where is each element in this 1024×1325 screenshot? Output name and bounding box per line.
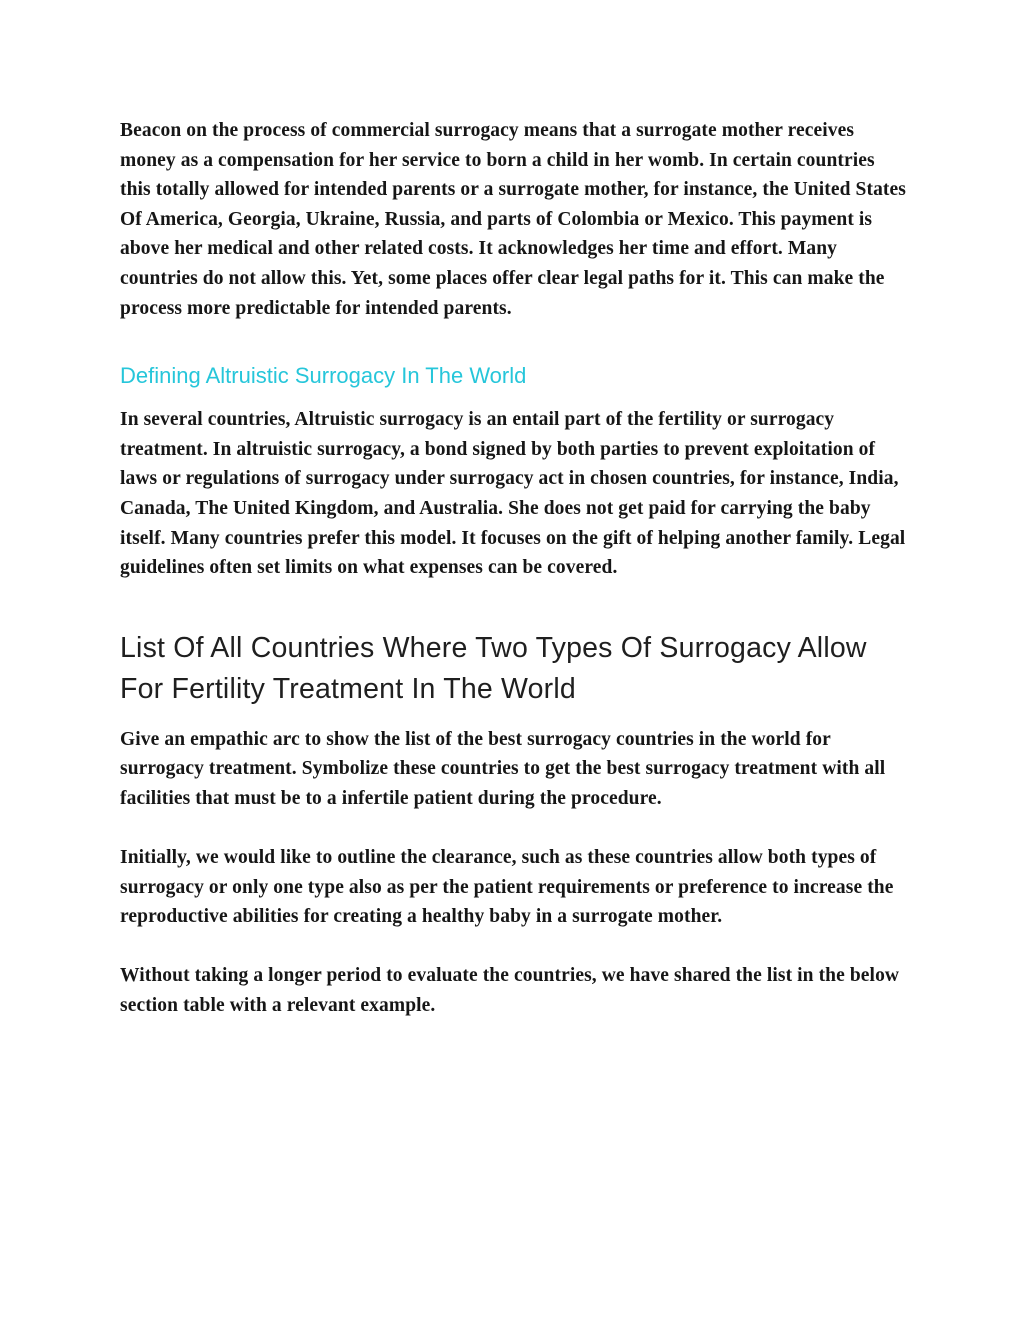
paragraph-commercial-surrogacy: Beacon on the process of commercial surrogacy means that a surrogate mother receives money as a compensation for her service to born a child in her womb. In certain countries this totally allowed for intended parents or a surrogate mother, for instance, the United States Of America, Georgia, Ukraine, Russia, and parts of Colombia or Mexico. This payment is above her medical and other related costs. It acknowledges her time and effort. Many countries do not allow this. Yet, some places offer clear legal paths for it. This can make the process more predictable for intended parents.: [120, 120, 906, 319]
paragraph-empathic-arc: Give an empathic arc to show the list of the best surrogacy countries in the world for surrogacy treatment. Symbolize these countries to get the best surrogacy treatment with all facilities that must be to a infertile patient during the procedure.: [120, 728, 886, 809]
main-heading-countries-list: List Of All Countries Where Two Types Of Surrogacy Allow For Fertility Treatment In The World: [120, 631, 867, 706]
section-heading-altruistic-surrogacy: Defining Altruistic Surrogacy In The World: [120, 363, 527, 389]
paragraph-list-below-section: Without taking a longer period to evaluate the countries, we have shared the list in the below section table with a relevant example.: [120, 965, 900, 1017]
paragraph-clearance-outline: Initially, we would like to outline the clearance, such as these countries allow both types of surrogacy or only one type also as per the patient requirements or preference to increase the reproductive abilities for creating a healthy baby in a surrogate mother.: [120, 847, 894, 928]
paragraph-altruistic-surrogacy: In several countries, Altruistic surrogacy is an entail part of the fertility or surrogacy treatment. In altruistic surrogacy, a bond signed by both parties to prevent exploitation of laws or regulations of surrogacy under surrogacy act in chosen countries, for instance, India, Canada, The United Kingdom, and Australia. She does not get paid for carrying the baby itself. Many countries prefer this model. It focuses on the gift of helping another family. Legal guidelines often set limits on what expenses can be covered.: [120, 409, 906, 579]
